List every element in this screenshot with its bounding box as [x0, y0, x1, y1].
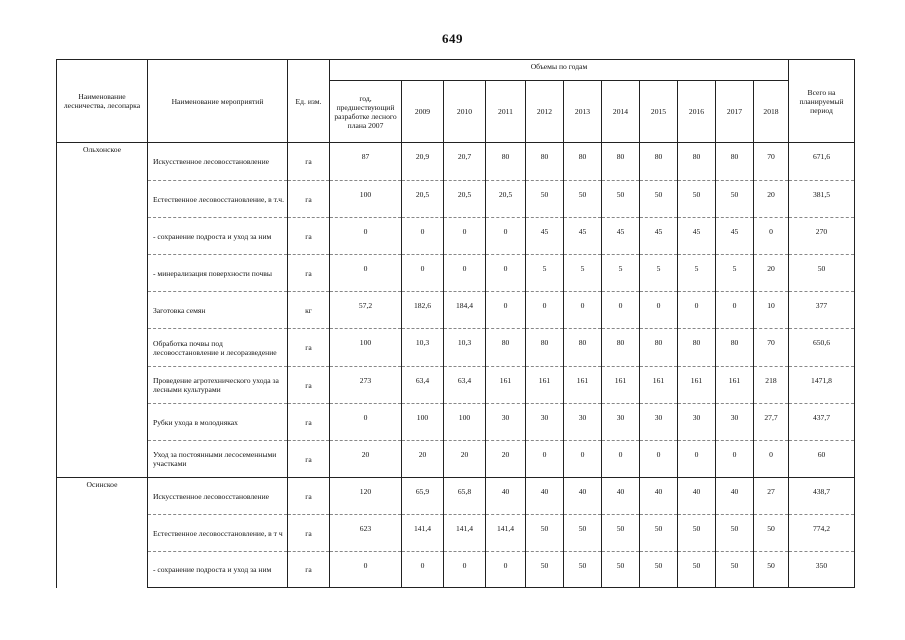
value-cell: 50: [526, 515, 564, 552]
table-row: [57, 255, 855, 292]
value-cell: 40: [640, 478, 678, 515]
header-year: 2018: [754, 81, 789, 143]
value-cell: 87: [330, 143, 402, 181]
value-cell: 0: [754, 441, 789, 478]
value-cell: 40: [716, 478, 754, 515]
header-base-year: год, предшествующий разработке лесного плана 2007: [330, 81, 402, 143]
unit-cell: га: [288, 515, 330, 552]
header-unit: Ед. изм.: [288, 60, 330, 143]
value-cell: 0: [640, 441, 678, 478]
value-cell: 45: [640, 218, 678, 255]
value-cell: 161: [486, 367, 526, 404]
activity-cell: Искусственное лесовосстановление: [148, 478, 288, 515]
value-cell: 0: [486, 292, 526, 329]
value-cell: 100: [402, 404, 444, 441]
value-cell: 161: [716, 367, 754, 404]
value-cell: 50: [602, 515, 640, 552]
unit-cell: га: [288, 329, 330, 367]
value-cell: 0: [486, 552, 526, 588]
value-cell: 161: [526, 367, 564, 404]
value-cell: 0: [602, 292, 640, 329]
value-cell: 273: [330, 367, 402, 404]
value-cell: 80: [486, 329, 526, 367]
value-cell: 40: [564, 478, 602, 515]
value-cell: 0: [640, 292, 678, 329]
value-cell: 0: [330, 255, 402, 292]
value-cell: 100: [444, 404, 486, 441]
value-cell: 100: [330, 329, 402, 367]
table-row: [57, 515, 855, 552]
unit-cell: га: [288, 143, 330, 181]
total-cell: 50: [789, 255, 855, 292]
value-cell: 0: [486, 218, 526, 255]
header-activity: Наименование мероприятий: [148, 60, 288, 143]
value-cell: 20: [402, 441, 444, 478]
value-cell: 0: [754, 218, 789, 255]
value-cell: 0: [402, 255, 444, 292]
activity-cell: Уход за постоянными лесосеменными участками: [148, 441, 288, 478]
total-cell: 437,7: [789, 404, 855, 441]
value-cell: 80: [678, 143, 716, 181]
value-cell: 50: [754, 515, 789, 552]
value-cell: 45: [602, 218, 640, 255]
value-cell: 0: [402, 218, 444, 255]
value-cell: 45: [678, 218, 716, 255]
value-cell: 5: [564, 255, 602, 292]
value-cell: 50: [564, 515, 602, 552]
value-cell: 0: [678, 292, 716, 329]
unit-cell: га: [288, 181, 330, 218]
total-cell: 1471,8: [789, 367, 855, 404]
value-cell: 57,2: [330, 292, 402, 329]
value-cell: 184,4: [444, 292, 486, 329]
value-cell: 80: [716, 329, 754, 367]
value-cell: 0: [330, 552, 402, 588]
value-cell: 70: [754, 329, 789, 367]
value-cell: 20,5: [486, 181, 526, 218]
value-cell: 63,4: [402, 367, 444, 404]
value-cell: 5: [640, 255, 678, 292]
value-cell: 161: [640, 367, 678, 404]
value-cell: 10: [754, 292, 789, 329]
value-cell: 182,6: [402, 292, 444, 329]
value-cell: 0: [444, 255, 486, 292]
value-cell: 161: [602, 367, 640, 404]
table-row: [57, 329, 855, 367]
total-cell: 671,6: [789, 143, 855, 181]
value-cell: 0: [678, 441, 716, 478]
value-cell: 0: [526, 441, 564, 478]
value-cell: 50: [526, 552, 564, 588]
activity-cell: Искусственное лесовосстановление: [148, 143, 288, 181]
table-row: [57, 292, 855, 329]
value-cell: 80: [486, 143, 526, 181]
value-cell: 20,9: [402, 143, 444, 181]
total-cell: 60: [789, 441, 855, 478]
table-row: [57, 552, 855, 588]
value-cell: 45: [526, 218, 564, 255]
value-cell: 50: [678, 181, 716, 218]
value-cell: 0: [330, 218, 402, 255]
value-cell: 30: [564, 404, 602, 441]
header-year: 2014: [602, 81, 640, 143]
value-cell: 80: [640, 143, 678, 181]
value-cell: 30: [678, 404, 716, 441]
unit-cell: га: [288, 478, 330, 515]
value-cell: 0: [602, 441, 640, 478]
activity-cell: - сохранение подроста и уход за ним: [148, 218, 288, 255]
value-cell: 27: [754, 478, 789, 515]
header-total: Всего на планируемый период: [789, 60, 855, 143]
value-cell: 50: [678, 515, 716, 552]
header-year: 2015: [640, 81, 678, 143]
value-cell: 141,4: [486, 515, 526, 552]
value-cell: 50: [678, 552, 716, 588]
header-year: 2013: [564, 81, 602, 143]
value-cell: 20: [754, 181, 789, 218]
table-row: [57, 143, 855, 181]
group-name: Осинское: [57, 478, 148, 588]
value-cell: 5: [678, 255, 716, 292]
value-cell: 218: [754, 367, 789, 404]
value-cell: 80: [564, 143, 602, 181]
total-cell: 270: [789, 218, 855, 255]
value-cell: 45: [564, 218, 602, 255]
value-cell: 100: [330, 181, 402, 218]
value-cell: 30: [716, 404, 754, 441]
value-cell: 0: [444, 218, 486, 255]
value-cell: 10,3: [444, 329, 486, 367]
unit-cell: га: [288, 255, 330, 292]
value-cell: 80: [602, 329, 640, 367]
activity-cell: Естественное лесовосстановление, в т ч: [148, 515, 288, 552]
value-cell: 50: [602, 181, 640, 218]
header-year: 2016: [678, 81, 716, 143]
total-cell: 438,7: [789, 478, 855, 515]
value-cell: 40: [602, 478, 640, 515]
value-cell: 5: [526, 255, 564, 292]
value-cell: 63,4: [444, 367, 486, 404]
value-cell: 30: [640, 404, 678, 441]
total-cell: 381,5: [789, 181, 855, 218]
value-cell: 50: [526, 181, 564, 218]
value-cell: 0: [564, 441, 602, 478]
value-cell: 65,9: [402, 478, 444, 515]
header-year: 2017: [716, 81, 754, 143]
total-cell: 377: [789, 292, 855, 329]
value-cell: 161: [564, 367, 602, 404]
value-cell: 40: [486, 478, 526, 515]
header-org: Наименование лесничества, лесопарка: [57, 60, 148, 143]
value-cell: 50: [640, 515, 678, 552]
table-row: [57, 441, 855, 478]
value-cell: 0: [526, 292, 564, 329]
total-cell: 774,2: [789, 515, 855, 552]
unit-cell: кг: [288, 292, 330, 329]
value-cell: 50: [716, 552, 754, 588]
table-row: [57, 367, 855, 404]
value-cell: 10,3: [402, 329, 444, 367]
table-row: [57, 478, 855, 515]
value-cell: 50: [602, 552, 640, 588]
activity-cell: - минерализация поверхности почвы: [148, 255, 288, 292]
total-cell: 350: [789, 552, 855, 588]
value-cell: 40: [526, 478, 564, 515]
value-cell: 20: [444, 441, 486, 478]
value-cell: 50: [640, 181, 678, 218]
page-number: 649: [442, 31, 463, 46]
activity-cell: - сохранение подроста и уход за ним: [148, 552, 288, 588]
value-cell: 80: [526, 143, 564, 181]
value-cell: 27,7: [754, 404, 789, 441]
planning-table: [56, 59, 855, 588]
value-cell: 161: [678, 367, 716, 404]
value-cell: 80: [640, 329, 678, 367]
value-cell: 20: [330, 441, 402, 478]
value-cell: 0: [564, 292, 602, 329]
activity-cell: Естественное лесовосстановление, в т.ч.: [148, 181, 288, 218]
value-cell: 50: [564, 181, 602, 218]
value-cell: 20,7: [444, 143, 486, 181]
unit-cell: га: [288, 441, 330, 478]
table-row: [57, 404, 855, 441]
value-cell: 50: [564, 552, 602, 588]
table-row: [57, 181, 855, 218]
value-cell: 0: [486, 255, 526, 292]
value-cell: 20,5: [444, 181, 486, 218]
activity-cell: Рубки ухода в молодняках: [148, 404, 288, 441]
total-cell: 650,6: [789, 329, 855, 367]
value-cell: 50: [754, 552, 789, 588]
value-cell: 5: [602, 255, 640, 292]
value-cell: 0: [444, 552, 486, 588]
value-cell: 50: [640, 552, 678, 588]
value-cell: 623: [330, 515, 402, 552]
activity-cell: Проведение агротехнического ухода за лесными культурами: [148, 367, 288, 404]
value-cell: 50: [716, 181, 754, 218]
header-years-title: Объемы по годам: [330, 60, 789, 81]
unit-cell: га: [288, 552, 330, 588]
value-cell: 30: [486, 404, 526, 441]
value-cell: 0: [716, 292, 754, 329]
value-cell: 120: [330, 478, 402, 515]
header-year: 2012: [526, 81, 564, 143]
group-name: Ольхонское: [57, 143, 148, 478]
value-cell: 80: [602, 143, 640, 181]
value-cell: 0: [402, 552, 444, 588]
value-cell: 0: [716, 441, 754, 478]
value-cell: 0: [330, 404, 402, 441]
unit-cell: га: [288, 218, 330, 255]
table-row: [57, 218, 855, 255]
unit-cell: га: [288, 367, 330, 404]
activity-cell: Заготовка семян: [148, 292, 288, 329]
activity-cell: Обработка почвы под лесовосстановление и лесоразведение: [148, 329, 288, 367]
header-year: 2011: [486, 81, 526, 143]
value-cell: 80: [716, 143, 754, 181]
value-cell: 20: [754, 255, 789, 292]
value-cell: 45: [716, 218, 754, 255]
value-cell: 30: [602, 404, 640, 441]
value-cell: 80: [564, 329, 602, 367]
value-cell: 30: [526, 404, 564, 441]
value-cell: 141,4: [444, 515, 486, 552]
value-cell: 70: [754, 143, 789, 181]
value-cell: 80: [678, 329, 716, 367]
value-cell: 50: [716, 515, 754, 552]
value-cell: 40: [678, 478, 716, 515]
value-cell: 5: [716, 255, 754, 292]
value-cell: 20: [486, 441, 526, 478]
value-cell: 141,4: [402, 515, 444, 552]
header-year: 2009: [402, 81, 444, 143]
value-cell: 65,8: [444, 478, 486, 515]
value-cell: 20,5: [402, 181, 444, 218]
header-year: 2010: [444, 81, 486, 143]
unit-cell: га: [288, 404, 330, 441]
value-cell: 80: [526, 329, 564, 367]
